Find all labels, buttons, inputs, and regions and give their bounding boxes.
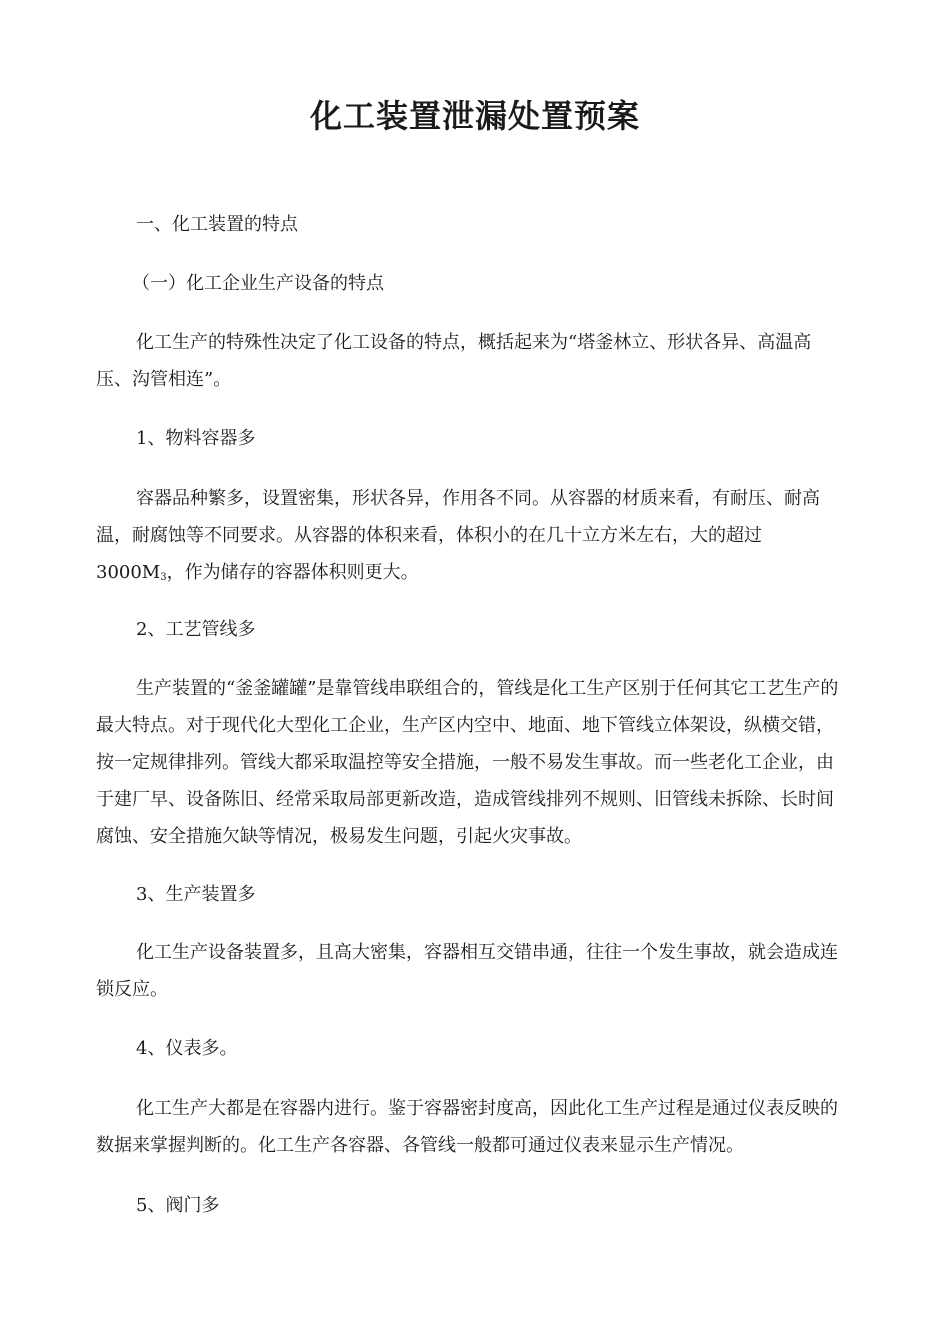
subsection-heading: （一）化工企业生产设备的特点: [132, 273, 384, 294]
item-1-text-b: ，作为储存的容器体积则更大。: [166, 562, 419, 583]
item-5-title: 5、阀门多: [136, 1195, 220, 1216]
document-title: 化工装置泄漏处置预案: [309, 97, 640, 135]
item-4-paragraph: 化工生产大都是在容器内进行。鉴于容器密封度高，因此化工生产过程是通过仪表反映的数据来掌握判断的。化工生产各容器、各管线一般都可通过仪表来显示生产情况。: [96, 1098, 838, 1156]
item-1-text-a: 容器品种繁多，设置密集，形状各异，作用各不同。从容器的材质来看，有耐压、耐高温，耐腐蚀等不同要求。从容器的体积来看，体积小的在几十立方米左右，大的超过3000M: [96, 488, 820, 583]
item-3-paragraph: 化工生产设备装置多，且高大密集，容器相互交错串通，往往一个发生事故，就会造成连锁反应。: [96, 942, 838, 1000]
item-2-paragraph: 生产装置的“釜釜罐罐”是靠管线串联组合的，管线是化工生产区别于任何其它工艺生产的最大特点。对于现代化大型化工企业，生产区内空中、地面、地下管线立体架设，纵横交错，按一定规律排列。管线大都采取温控等安全措施，一般不易发生事故。而一些老化工企业，由于建厂早、设备陈旧、经常采取局部更新改造，造成管线排列不规则、旧管线未拆除、长时间腐蚀、安全措施欠缺等情况，极易发生问题，引起火灾事故。: [96, 678, 839, 847]
item-4-title: 4、仪表多。: [136, 1038, 238, 1059]
item-1-title: 1、物料容器多: [136, 428, 256, 449]
section-heading: 一、化工装置的特点: [136, 214, 298, 235]
item-1-subscript: 3: [160, 572, 167, 583]
item-1-paragraph: [96, 480, 846, 596]
intro-paragraph: 化工生产的特殊性决定了化工设备的特点，概括起来为“塔釜林立、形状各异、高温高压、沟管相连”。: [96, 332, 812, 390]
item-3-title: 3、生产装置多: [136, 884, 256, 905]
item-2-title: 2、工艺管线多: [136, 619, 256, 640]
